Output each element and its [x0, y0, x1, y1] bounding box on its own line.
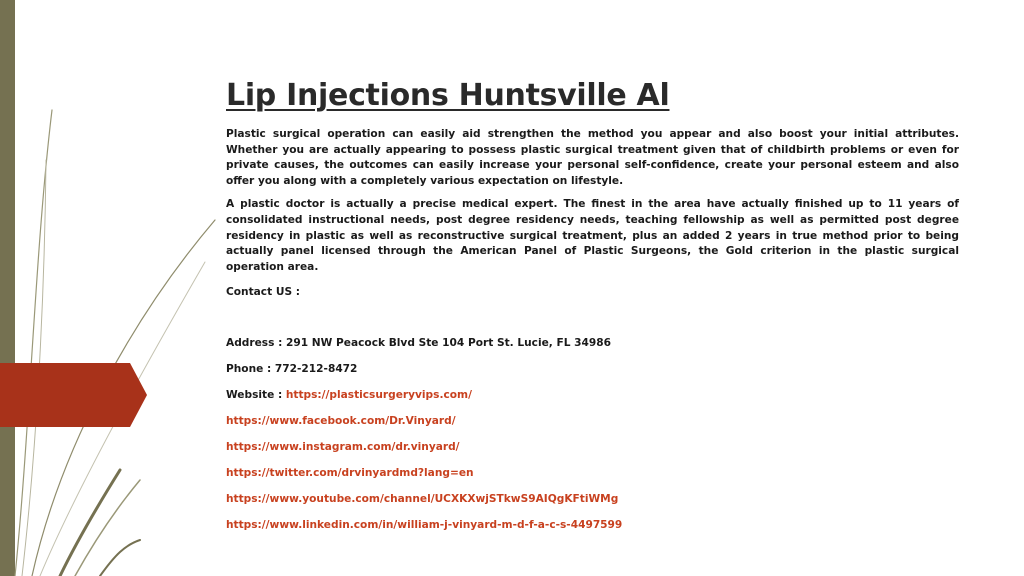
website-label: Website :	[226, 389, 286, 402]
website-link[interactable]: https://plasticsurgeryvips.com/	[285, 389, 472, 402]
youtube-link[interactable]: https://www.youtube.com/channel/UCXKXwjSTkwS9AIQgKFtiWMg	[226, 493, 619, 506]
linkedin-link[interactable]: https://www.linkedin.com/in/william-j-vinyard-m-d-f-a-c-s-4497599	[226, 519, 623, 532]
youtube-line	[226, 492, 959, 507]
twitter-link[interactable]: https://twitter.com/drvinyardmd?lang=en	[226, 467, 474, 480]
facebook-link[interactable]: https://www.facebook.com/Dr.Vinyard/	[226, 415, 456, 428]
red-arrow-tab	[0, 363, 147, 427]
linkedin-line	[226, 518, 959, 533]
paragraph-surgeon: A plastic doctor is actually a precise medical expert. The finest in the area have actually finished up to 11 years of consolidated instructional needs, post degree residency needs, teaching fellowship as well as permitted post degree residency in plastic as well as reconstructive surgical treatment, plus an added 2 years in true method prior to being actually panel licensed through the American Panel of Plastic Surgeons, the Gold criterion in the plastic surgical operation area.	[226, 198, 959, 273]
phone-line: Phone : 772-212-8472	[226, 363, 358, 376]
paragraph-intro: Plastic surgical operation can easily aid strengthen the method you appear and also boost your initial attributes. Whether you are actually appearing to possess plastic surgical treatment given that of childbirth problems or even for private causes, the outcomes can easily increase your personal self-confidence, create your personal esteem and also offer you along with a completely various expectation on lifestyle.	[226, 128, 959, 187]
page-title: Lip Injections Huntsville Al	[226, 78, 670, 113]
slide-content	[226, 78, 959, 533]
contact-heading: Contact US :	[226, 286, 300, 299]
decorative-curves	[0, 0, 260, 576]
instagram-link[interactable]: https://www.instagram.com/dr.vinyard/	[226, 441, 460, 454]
website-line	[226, 388, 959, 403]
facebook-line	[226, 414, 959, 429]
twitter-line	[226, 466, 959, 481]
instagram-line	[226, 440, 959, 455]
address-line: Address : 291 NW Peacock Blvd Ste 104 Port St. Lucie, FL 34986	[226, 337, 612, 350]
